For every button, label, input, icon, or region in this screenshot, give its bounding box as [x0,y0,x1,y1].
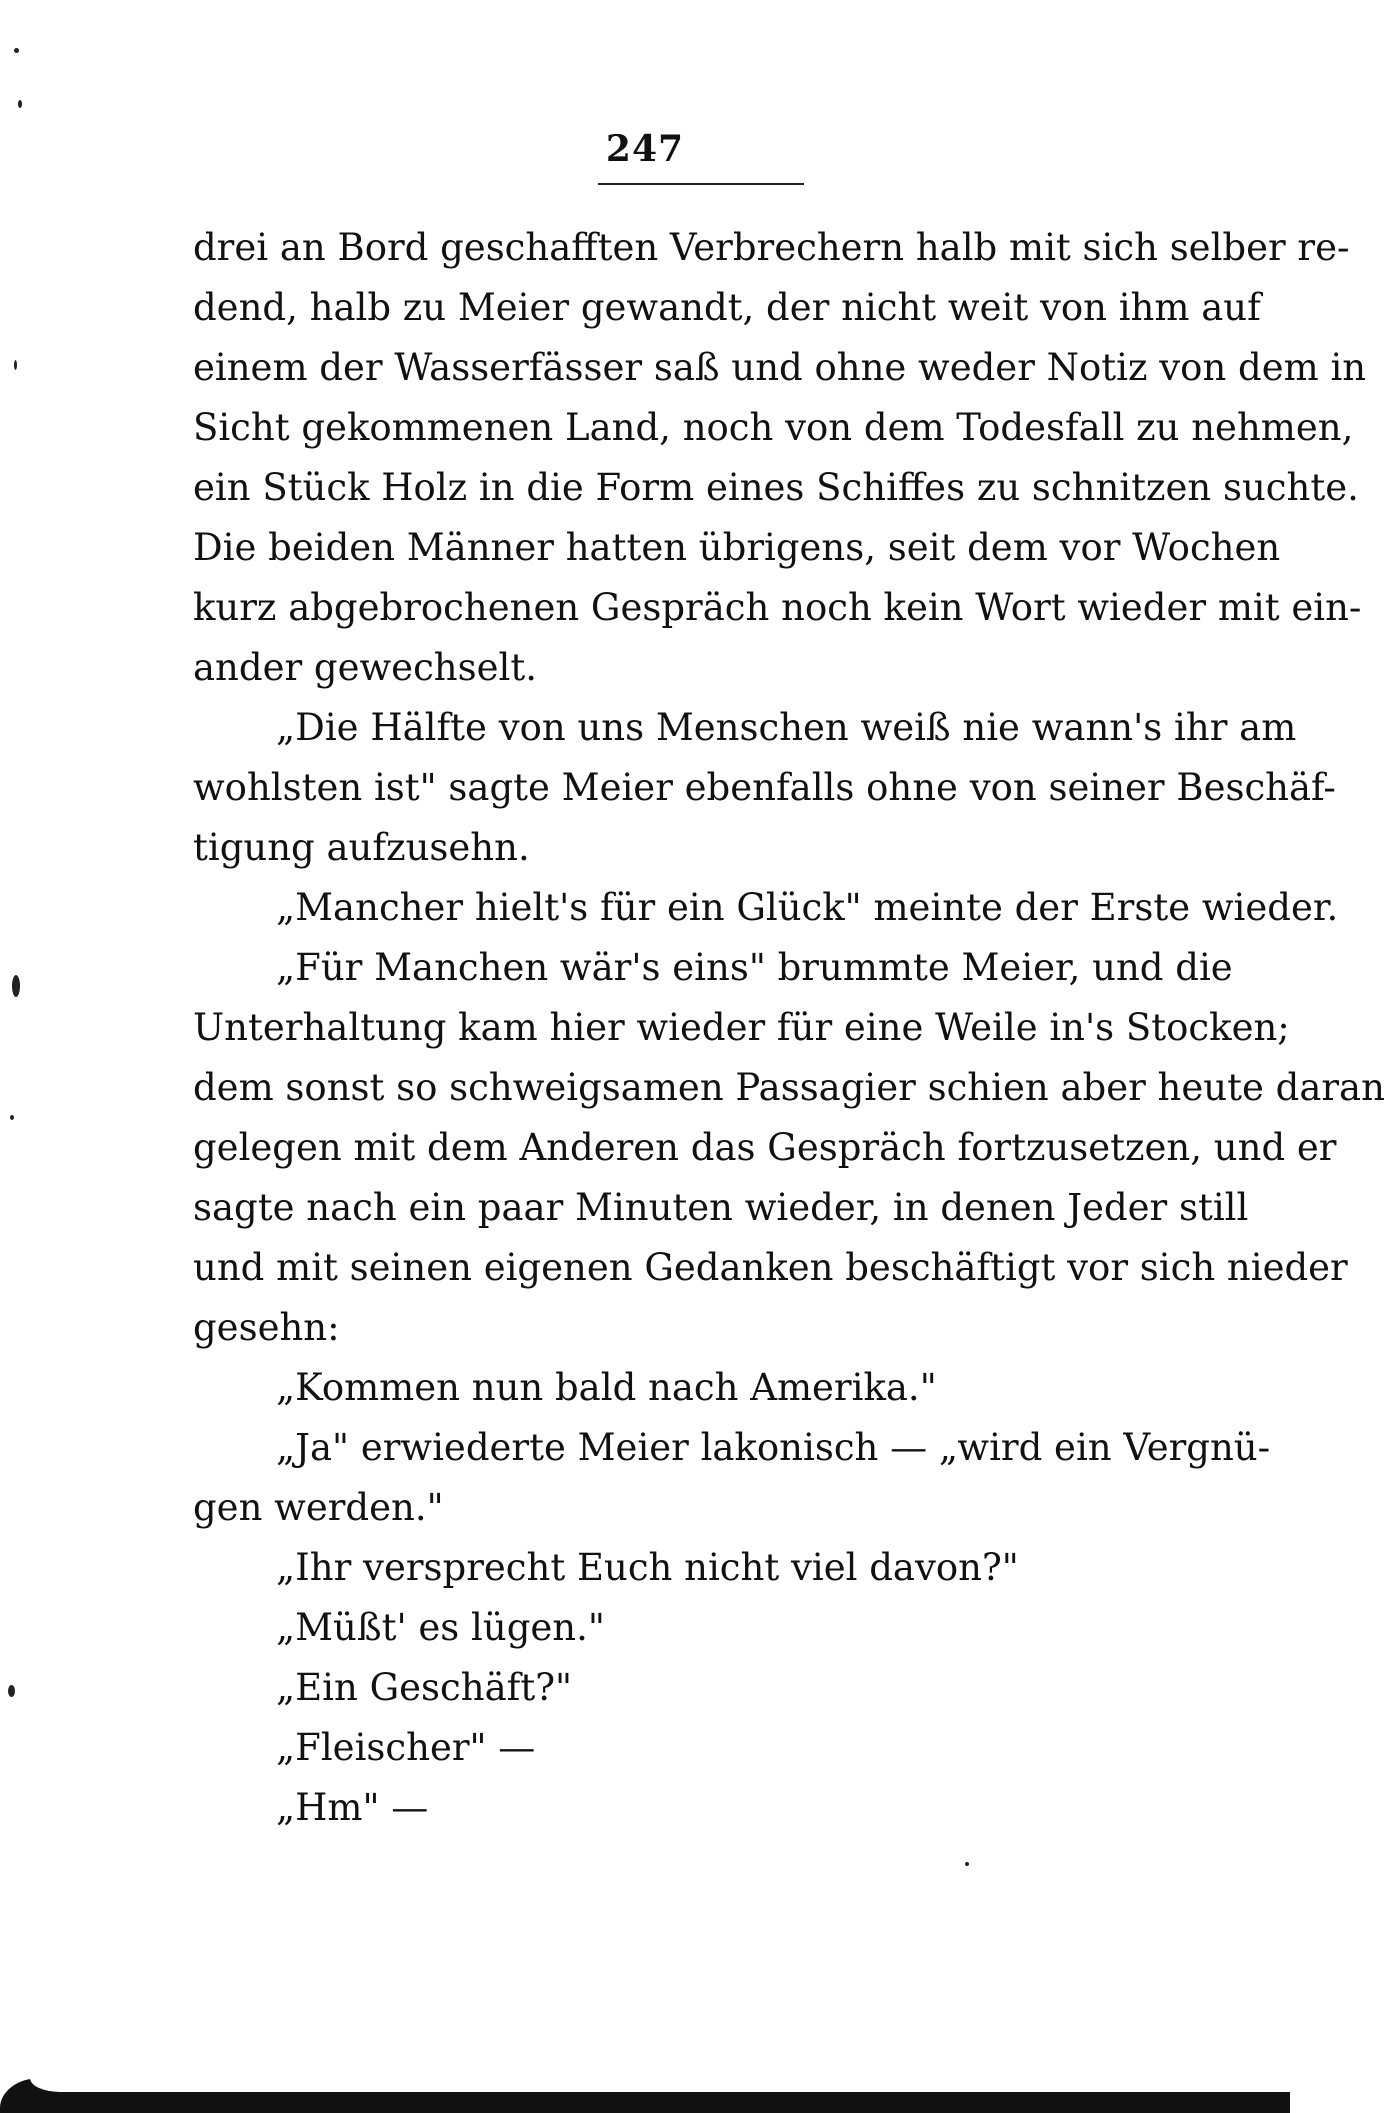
text-line: „Für Manchen wär's eins" brummte Meier, und die [276,946,1233,989]
text-line: „Die Hälfte von uns Menschen weiß nie wann's ihr am [276,706,1297,749]
margin-speck [18,100,22,108]
text-line: gesehn: [193,1306,340,1349]
margin-speck [14,360,17,370]
text-line: „Ja" erwiederte Meier lakonisch — „wird ein Vergnü- [276,1426,1271,1469]
margin-speck [965,1862,969,1866]
text-line: ein Stück Holz in die Form eines Schiffes zu schnitzen suchte. [193,466,1359,509]
text-line: Unterhaltung kam hier wieder für eine Weile in's Stocken; [193,1006,1290,1049]
text-line: gen werden." [193,1486,444,1529]
text-line: wohlsten ist" sagte Meier ebenfalls ohne von seiner Beschäf- [193,766,1336,809]
page-number: 247 [605,128,685,170]
text-line: einem der Wasserfässer saß und ohne weder Notiz von dem in [193,346,1367,389]
text-line: drei an Bord geschafften Verbrechern halb mit sich selber re- [193,226,1350,269]
text-line: ander gewechselt. [193,646,537,689]
body-text [193,218,1385,1838]
margin-speck [14,48,19,53]
margin-speck [8,1685,15,1697]
text-line: sagte nach ein paar Minuten wieder, in denen Jeder still [193,1186,1249,1229]
margin-speck [10,1115,14,1120]
text-line: gelegen mit dem Anderen das Gespräch fortzusetzen, und er [193,1126,1337,1169]
text-line: „Müßt' es lügen." [276,1606,605,1649]
text-line: kurz abgebrochenen Gespräch noch kein Wort wieder mit ein- [193,586,1362,629]
text-line: „Hm" — [276,1786,429,1829]
header-rule [598,183,804,185]
text-line: dem sonst so schweigsamen Passagier schien aber heute daran [193,1066,1385,1109]
text-line: Sicht gekommenen Land, noch von dem Todesfall zu nehmen, [193,406,1354,449]
text-line: Die beiden Männer hatten übrigens, seit dem vor Wochen [193,526,1281,569]
margin-speck [12,975,20,997]
text-line: „Fleischer" — [276,1726,536,1769]
text-line: und mit seinen eigenen Gedanken beschäftigt vor sich nieder [193,1246,1348,1289]
text-line: „Ihr versprecht Euch nicht viel davon?" [276,1546,1019,1589]
text-line: dend, halb zu Meier gewandt, der nicht weit von ihm auf [193,286,1261,329]
text-line: „Ein Geschäft?" [276,1666,573,1709]
text-line: „Kommen nun bald nach Amerika." [276,1366,937,1409]
text-line: tigung aufzusehn. [193,826,530,869]
text-line: „Mancher hielt's für ein Glück" meinte der Erste wieder. [276,886,1339,929]
page-bottom-edge-gap [30,2078,1290,2092]
